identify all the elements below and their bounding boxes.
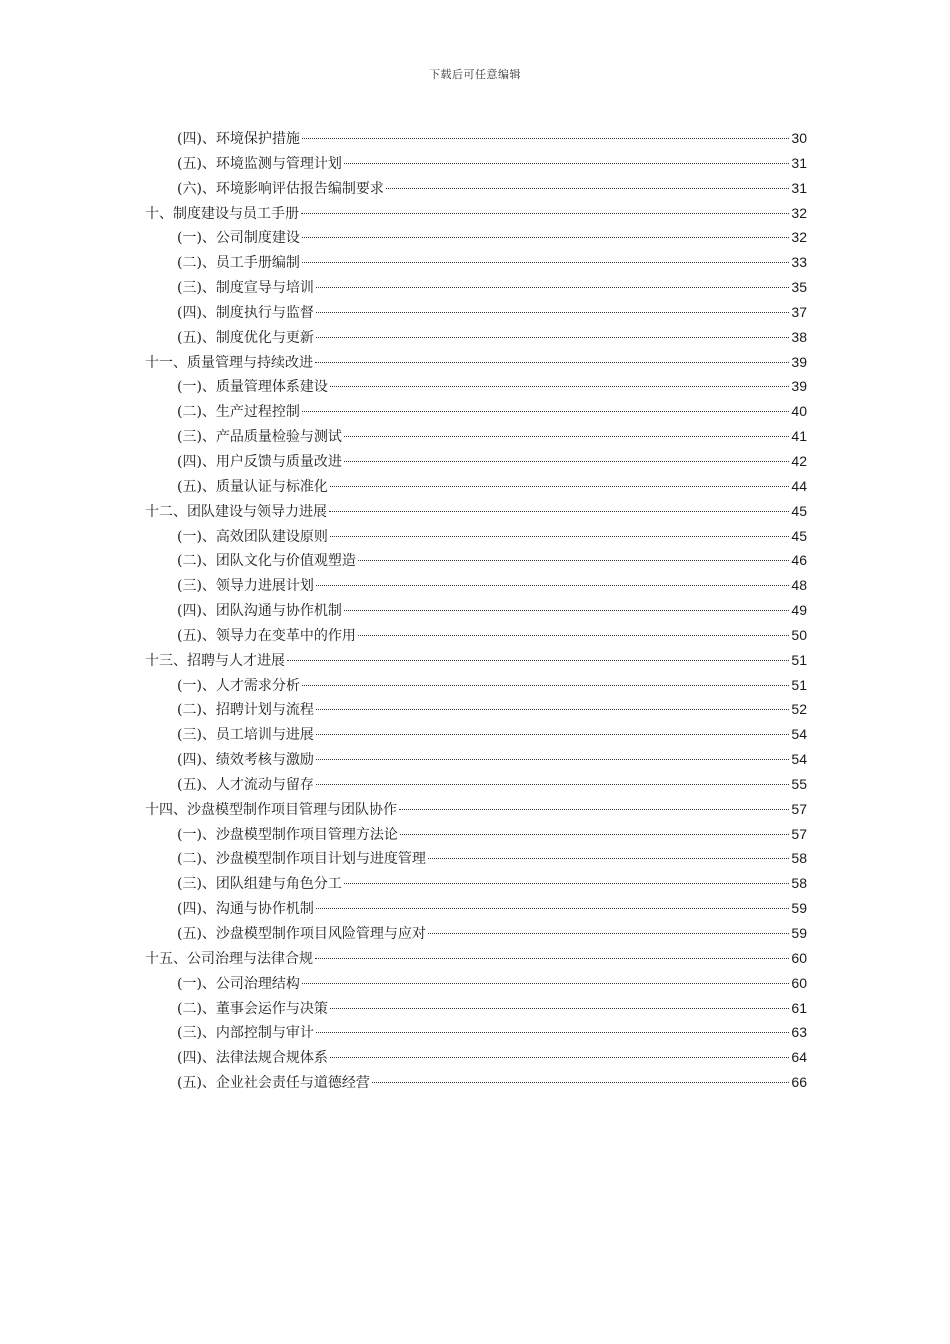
toc-entry-title: (四)、团队沟通与协作机制 (177, 603, 342, 620)
toc-page-number: 55 (791, 775, 807, 792)
toc-dot-leader (316, 784, 789, 785)
toc-section-entry[interactable] (145, 399, 807, 424)
toc-dot-leader (330, 1057, 789, 1058)
toc-section-entry[interactable] (145, 573, 807, 598)
page-header: 下载后可任意编辑 (429, 68, 521, 81)
toc-page-number: 33 (791, 254, 807, 271)
toc-dot-leader (316, 1032, 789, 1033)
toc-dot-leader (344, 883, 789, 884)
toc-entry-title: (三)、制度宣导与培训 (177, 280, 314, 297)
toc-section-entry[interactable] (145, 225, 807, 250)
toc-entry-title: (五)、沙盘模型制作项目风险管理与应对 (177, 926, 426, 942)
toc-page-number: 54 (791, 751, 807, 768)
toc-entry-title: 十、制度建设与员工手册 (145, 205, 299, 222)
toc-section-entry[interactable] (145, 275, 807, 300)
toc-dot-leader (302, 983, 789, 984)
toc-dot-leader (428, 933, 789, 934)
toc-section-entry[interactable] (145, 971, 807, 996)
toc-entry-title: (四)、沟通与协作机制 (177, 901, 314, 918)
toc-page-number: 32 (791, 204, 807, 221)
toc-page-number: 41 (791, 428, 807, 445)
toc-page-number: 52 (791, 701, 807, 718)
toc-entry-title: (四)、绩效考核与激励 (177, 752, 314, 769)
toc-entry-title: (二)、团队文化与价值观塑造 (177, 553, 356, 570)
toc-section-entry[interactable] (145, 325, 807, 350)
toc-page-number: 54 (791, 726, 807, 743)
toc-section-entry[interactable] (145, 449, 807, 474)
toc-dot-leader (316, 312, 789, 313)
toc-page-number: 45 (791, 527, 807, 544)
toc-section-entry[interactable] (145, 871, 807, 896)
toc-page-number: 59 (791, 900, 807, 917)
toc-section-entry[interactable] (145, 176, 807, 201)
toc-section-entry[interactable] (145, 846, 807, 871)
toc-entry-title: (四)、环境保护措施 (177, 131, 300, 147)
toc-page-number: 31 (791, 154, 807, 171)
toc-section-entry[interactable] (145, 548, 807, 573)
toc-entry-title: (五)、环境监测与管理计划 (177, 155, 342, 172)
toc-dot-leader (400, 834, 789, 835)
toc-dot-leader (316, 709, 789, 710)
toc-entry-title: (三)、领导力进展计划 (177, 578, 314, 595)
toc-section-entry[interactable] (145, 921, 807, 946)
toc-dot-leader (329, 511, 789, 512)
toc-entry-title: (五)、人才流动与留存 (177, 776, 314, 793)
toc-section-entry[interactable] (145, 374, 807, 399)
toc-entry-title: (五)、制度优化与更新 (177, 329, 314, 346)
toc-chapter-entry[interactable] (145, 499, 807, 524)
toc-page-number: 51 (791, 676, 807, 693)
toc-entry-title: (五)、领导力在变革中的作用 (177, 627, 356, 644)
toc-page-number: 39 (791, 353, 807, 370)
toc-entry-title: (三)、产品质量检验与测试 (177, 429, 342, 446)
toc-dot-leader (330, 386, 789, 387)
toc-section-entry[interactable] (145, 424, 807, 449)
toc-dot-leader (344, 436, 789, 437)
toc-dot-leader (344, 461, 789, 462)
toc-entry-title: (二)、沙盘模型制作项目计划与进度管理 (177, 851, 426, 868)
toc-section-entry[interactable] (145, 1020, 807, 1045)
toc-dot-leader (330, 486, 789, 487)
toc-dot-leader (302, 237, 789, 238)
toc-entry-title: (二)、招聘计划与流程 (177, 702, 314, 719)
toc-page-number: 31 (791, 179, 807, 196)
toc-page-number: 51 (791, 651, 807, 668)
toc-page-number: 57 (791, 800, 807, 817)
toc-section-entry[interactable] (145, 896, 807, 921)
toc-page-number: 60 (791, 974, 807, 991)
toc-dot-leader (302, 262, 789, 263)
toc-page-number: 46 (791, 552, 807, 569)
toc-entry-title: (四)、制度执行与监督 (177, 304, 314, 321)
toc-page-number: 32 (791, 229, 807, 246)
toc-dot-leader (301, 213, 789, 214)
toc-dot-leader (316, 759, 789, 760)
toc-entry-title: 十一、质量管理与持续改进 (145, 354, 313, 371)
toc-dot-leader (302, 411, 789, 412)
toc-section-entry[interactable] (145, 673, 807, 698)
toc-page-number: 61 (791, 999, 807, 1016)
toc-entry-title: (二)、董事会运作与决策 (177, 1000, 328, 1017)
toc-page-number: 59 (791, 925, 807, 941)
toc-page-number: 45 (791, 502, 807, 519)
toc-entry-title: (一)、公司制度建设 (177, 230, 300, 247)
toc-dot-leader (316, 734, 789, 735)
toc-entry-title: 十四、沙盘模型制作项目管理与团队协作 (145, 801, 397, 818)
toc-entry-title: (五)、质量认证与标准化 (177, 478, 328, 495)
toc-entry-title: (一)、质量管理体系建设 (177, 379, 328, 396)
toc-chapter-entry[interactable] (145, 350, 807, 375)
toc-entry-title: (五)、企业社会责任与道德经营 (177, 1075, 370, 1092)
table-of-contents (145, 126, 807, 1095)
toc-section-entry[interactable] (145, 722, 807, 747)
toc-dot-leader (344, 610, 789, 611)
toc-section-entry[interactable] (145, 300, 807, 325)
toc-dot-leader (302, 685, 789, 686)
toc-dot-leader (316, 287, 789, 288)
toc-chapter-entry[interactable] (145, 946, 807, 971)
toc-section-entry[interactable] (145, 474, 807, 499)
toc-page-number: 35 (791, 279, 807, 296)
toc-section-entry[interactable] (145, 250, 807, 275)
toc-page-number: 42 (791, 452, 807, 469)
toc-dot-leader (358, 560, 789, 561)
toc-page-number: 57 (791, 825, 807, 842)
toc-page-number: 50 (791, 626, 807, 643)
toc-page-number: 66 (791, 1074, 807, 1091)
toc-section-entry[interactable] (145, 598, 807, 623)
toc-page-number: 39 (791, 378, 807, 395)
toc-section-entry[interactable] (145, 822, 807, 847)
toc-page-number: 49 (791, 602, 807, 619)
toc-page-number: 44 (791, 477, 807, 494)
toc-page-number: 60 (791, 949, 807, 966)
toc-section-entry[interactable] (145, 151, 807, 176)
toc-section-entry[interactable] (145, 697, 807, 722)
toc-page-number: 48 (791, 577, 807, 594)
toc-chapter-entry[interactable] (145, 648, 807, 673)
toc-dot-leader (344, 163, 789, 164)
toc-dot-leader (302, 138, 789, 139)
toc-section-entry[interactable] (145, 524, 807, 549)
toc-entry-title: (二)、生产过程控制 (177, 404, 300, 421)
toc-section-entry[interactable] (145, 772, 807, 797)
toc-dot-leader (399, 809, 789, 810)
toc-section-entry[interactable] (145, 996, 807, 1021)
toc-entry-title: (四)、用户反馈与质量改进 (177, 453, 342, 470)
toc-section-entry[interactable] (145, 1070, 807, 1095)
toc-entry-title: (六)、环境影响评估报告编制要求 (177, 180, 384, 197)
toc-entry-title: (三)、员工培训与进展 (177, 727, 314, 744)
toc-entry-title: (一)、人才需求分析 (177, 677, 300, 694)
toc-dot-leader (316, 337, 789, 338)
toc-section-entry[interactable] (145, 747, 807, 772)
toc-dot-leader (330, 536, 789, 537)
toc-dot-leader (316, 585, 789, 586)
toc-page-number: 38 (791, 328, 807, 345)
toc-dot-leader (372, 1082, 789, 1083)
toc-dot-leader (316, 908, 789, 909)
toc-entry-title: (三)、团队组建与角色分工 (177, 876, 342, 893)
toc-entry-title: 十二、团队建设与领导力进展 (145, 503, 327, 520)
toc-page-number: 63 (791, 1024, 807, 1041)
toc-section-entry[interactable] (145, 126, 807, 151)
toc-chapter-entry[interactable] (145, 797, 807, 822)
toc-entry-title: 十五、公司治理与法律合规 (145, 950, 313, 967)
toc-dot-leader (386, 188, 789, 189)
toc-entry-title: (一)、沙盘模型制作项目管理方法论 (177, 826, 398, 843)
toc-entry-title: (二)、员工手册编制 (177, 255, 300, 272)
toc-page-number: 58 (791, 875, 807, 892)
toc-page-number: 64 (791, 1049, 807, 1066)
toc-section-entry[interactable] (145, 1045, 807, 1070)
toc-dot-leader (315, 958, 789, 959)
toc-chapter-entry[interactable] (145, 201, 807, 226)
toc-page-number: 58 (791, 850, 807, 867)
toc-dot-leader (358, 635, 789, 636)
toc-dot-leader (287, 660, 789, 661)
toc-dot-leader (428, 858, 789, 859)
toc-entry-title: (一)、公司治理结构 (177, 975, 300, 992)
toc-page-number: 37 (791, 303, 807, 320)
toc-dot-leader (315, 362, 789, 363)
toc-dot-leader (330, 1008, 789, 1009)
toc-entry-title: 十三、招聘与人才进展 (145, 652, 285, 669)
toc-entry-title: (三)、内部控制与审计 (177, 1025, 314, 1042)
toc-page-number: 30 (791, 130, 807, 146)
toc-entry-title: (一)、高效团队建设原则 (177, 528, 328, 545)
toc-entry-title: (四)、法律法规合规体系 (177, 1050, 328, 1067)
toc-page-number: 40 (791, 403, 807, 420)
toc-section-entry[interactable] (145, 623, 807, 648)
